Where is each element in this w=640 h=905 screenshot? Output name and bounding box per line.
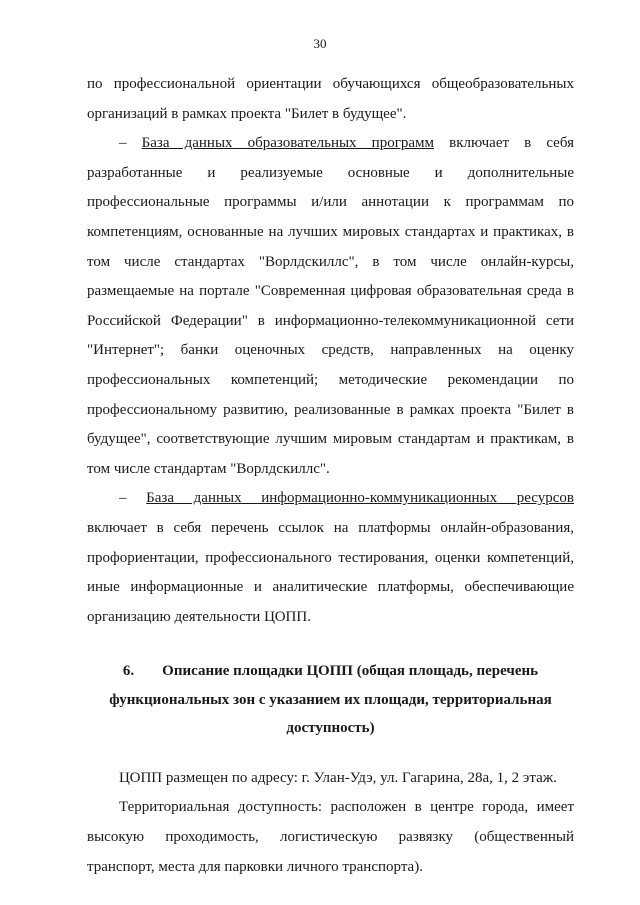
document-body [87,70,574,882]
section-heading [87,657,574,743]
paragraph-accessibility: Территориальная доступность: расположен в центре города, имеет высокую проходимость, логистическую развязку (общественный транспорт, места для парковки личного транспорта). [87,799,574,875]
paragraph-education-programs-db [87,129,574,484]
paragraph-address: ЦОПП размещен по адресу: г. Улан-Удэ, ул. Гагарина, 28а, 1, 2 этаж. [119,769,557,786]
page-number: 30 [313,36,327,51]
ict-resources-db-text: включает в себя перечень ссылок на платформы онлайн-образования, профориентации, профессионального тестирования, оценки компетенций, иные информационные и аналитические платформы, обеспечивающие организацию деятельности ЦОПП. [87,519,574,625]
education-programs-db-text: включает в себя разработанные и реализуемые основные и дополнительные профессиональные программы и/или аннотации к программам по компетенциям, основанные на лучших мировых стандартах и практиках, в том числе стандартах "Ворлдскиллс", в том числе онлайн-курсы, размещаемые на портале "Современная цифровая образовательная среда в Российской Федерации" в информационно-телекоммуникационной сети "Интернет"; банки оценочных средств, направленных на оценку профессиональных компетенций; методические рекомендации по профессиональному развитию, реализованные в рамках проекта "Билет в будущее", соответствующие лучшим мировым стандартам и практикам, в том числе стандартам "Ворлдскиллс". [87,135,575,477]
education-programs-db-term: База данных образовательных программ [141,135,434,152]
paragraph-ict-resources-db [87,484,574,632]
section-title: Описание площадки ЦОПП (общая площадь, перечень функциональных зон с указанием их площади, территориальная доступность) [109,663,552,737]
section-number: 6. [122,663,135,680]
ict-resources-db-term: База данных информационно-коммуникационных ресурсов [146,490,574,507]
paragraph-career-guidance: по профессиональной ориентации обучающихся общеобразовательных организаций в рамках проекта "Билет в будущее". [87,76,574,122]
list-dash: – [119,135,127,152]
list-dash: – [119,490,127,507]
